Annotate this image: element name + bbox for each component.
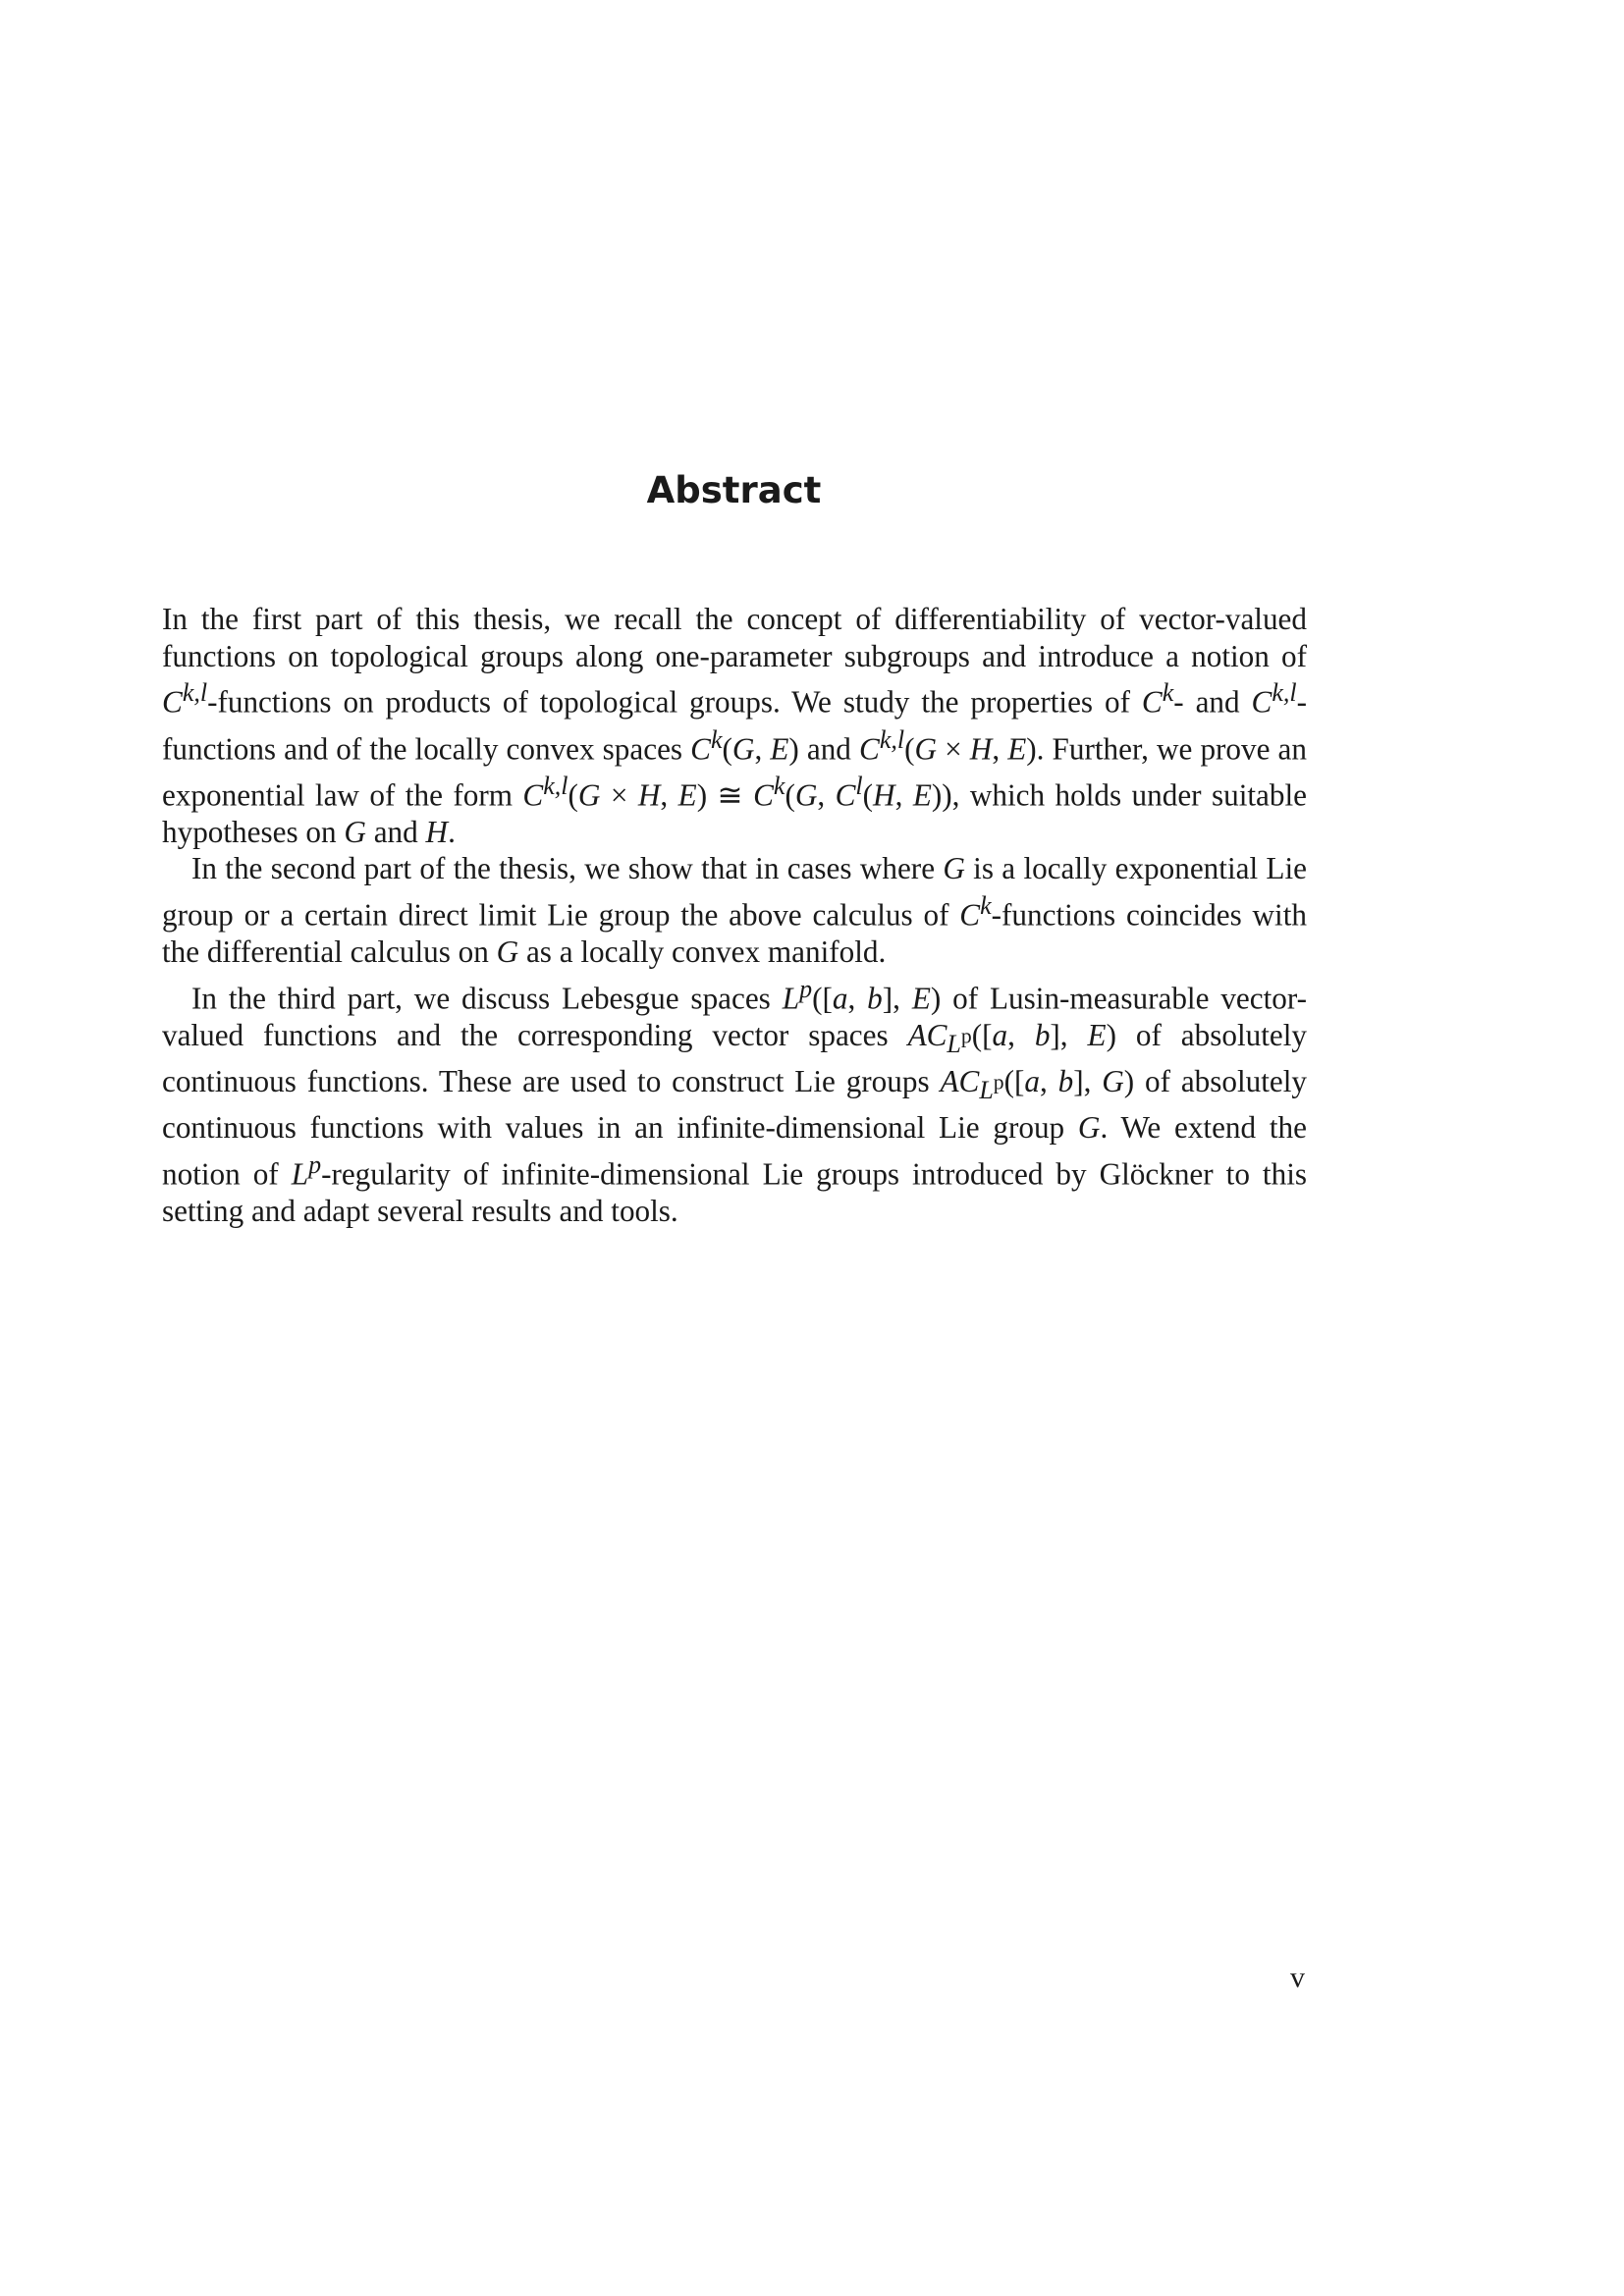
abstract-body (162, 601, 1307, 1229)
page-number: v (1290, 1961, 1305, 1994)
abstract-paragraph-1: In the first part of this thesis, we recall the concept of differentiability of vector-valued functions on topological groups along one-parameter subgroups and introduce a notion of C$^{k,l}$-functions on products of topological groups. We study the properties of $C^k-$ and C$^{k,l}$-functions and of the locally convex spaces $C^k(G$, E) and C$^{k,l}$(G × H, E). Further, we prove an exponential law of the form C$^{k,l}$(G × H, E) ≅ $C^k(G$, $C^l(H$, E)), which holds under suitable hypotheses on G and H. (162, 602, 1308, 849)
abstract-heading: Abstract (646, 469, 822, 511)
abstract-paragraph-3: In the third part, we discuss Lebesgue spaces $L^p([a$, b], E) of Lusin-measurable vector-valued functions and the corresponding vector spaces $AC_{L^p}([a$, b], E) of absolutely continuous functions. These are used to construct Lie groups $AC_{L^p}([a$, b], G) of absolutely continuous functions with values in an infinite-dimensional Lie group G. We extend the notion of $L^p$-regularity of infinite-dimensional Lie groups introduced by Glöckner to this setting and adapt several results and tools. (162, 974, 1308, 1228)
abstract-paragraph-2: In the second part of the thesis, we show that in cases where G is a locally exponential Lie group or a certain direct limit Lie group the above calculus of $C^k$-functions coincides with the differential calculus on G as a locally convex manifold. (162, 851, 1307, 970)
